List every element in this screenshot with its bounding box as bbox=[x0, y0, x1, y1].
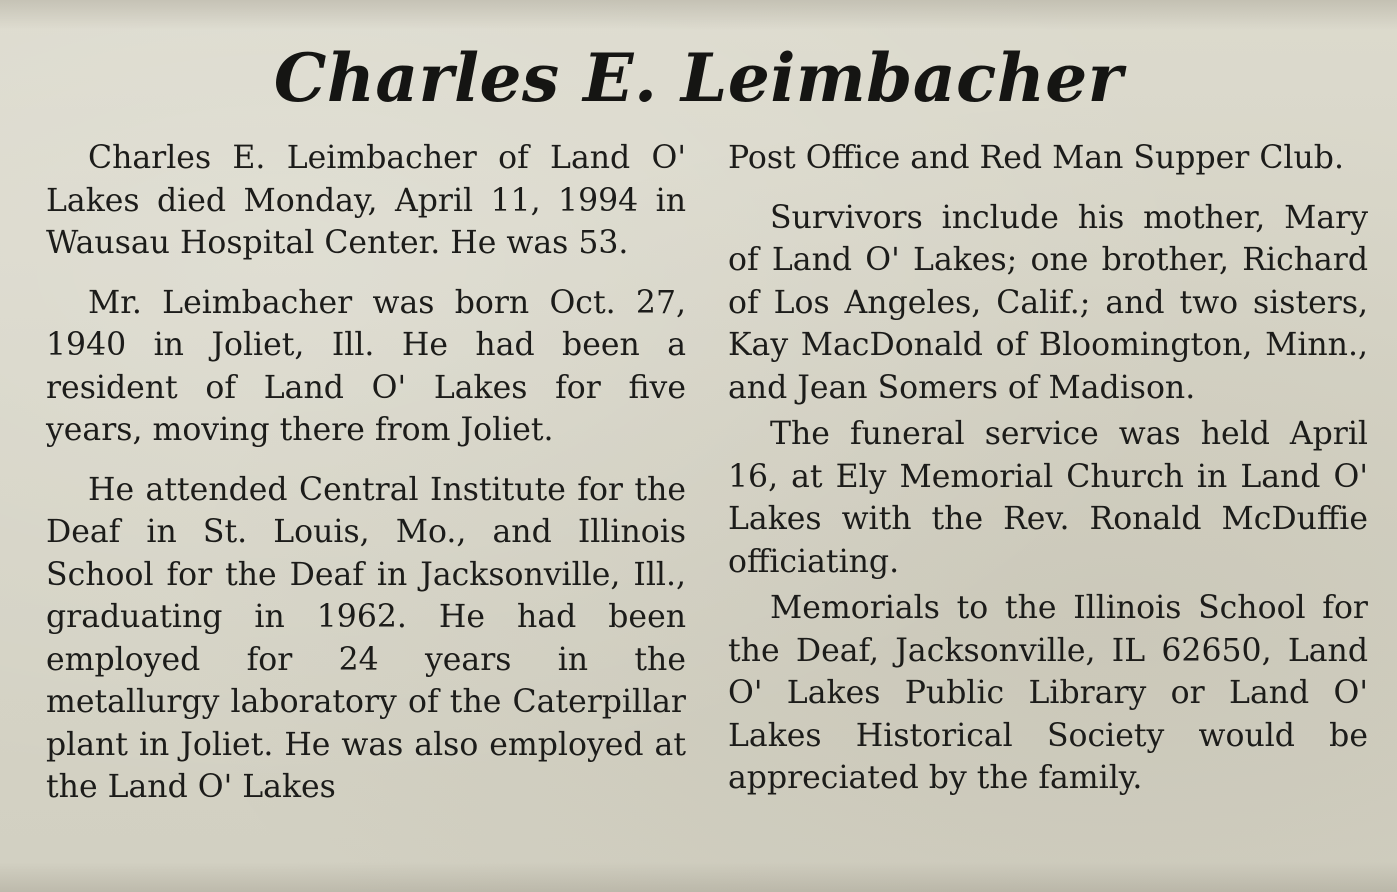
paragraph-funeral-service: The funeral service was held April 16, at Ely Memorial Church in Land O' Lakes with the Rev. Ronald McDuffie officiating. bbox=[728, 416, 1368, 580]
right-column bbox=[728, 137, 1368, 804]
paragraph-survivors: Survivors include his mother, Mary of Land O' Lakes; one brother, Richard of Los Angeles, Calif.; and two sisters, Kay MacDonald of Bloomington, Minn., and Jean Somers of Madison. bbox=[728, 199, 1368, 406]
obituary-headline: Charles E. Leimbacher bbox=[273, 39, 1124, 117]
paragraph-birth-residence: Mr. Leimbacher was born Oct. 27, 1940 in Joliet, Ill. He had been a resident of Land O' Lakes for five years, moving there from Joliet. bbox=[46, 284, 686, 448]
left-column bbox=[46, 137, 686, 826]
bleed-through-top bbox=[0, 0, 1397, 30]
paragraph-education-employment: He attended Central Institute for the Deaf in St. Louis, Mo., and Illinois School for the Deaf in Jacksonville, Ill., graduating in 1962. He had been employed for 24 years in the metallurgy laboratory of the Caterpillar plant in Joliet. He was also employed at the Land O' Lakes bbox=[46, 471, 686, 805]
paragraph-employment-continued: Post Office and Red Man Supper Club. bbox=[728, 140, 1344, 176]
paragraph-death-notice: Charles E. Leimbacher of Land O' Lakes died Monday, April 11, 1994 in Wausau Hospital Center. He was 53. bbox=[46, 140, 686, 261]
bleed-through-bottom bbox=[0, 862, 1397, 892]
paragraph-memorials: Memorials to the Illinois School for the Deaf, Jacksonville, IL 62650, Land O' Lakes Public Library or Land O' Lakes Historical Society would be appreciated by the family. bbox=[728, 590, 1368, 796]
